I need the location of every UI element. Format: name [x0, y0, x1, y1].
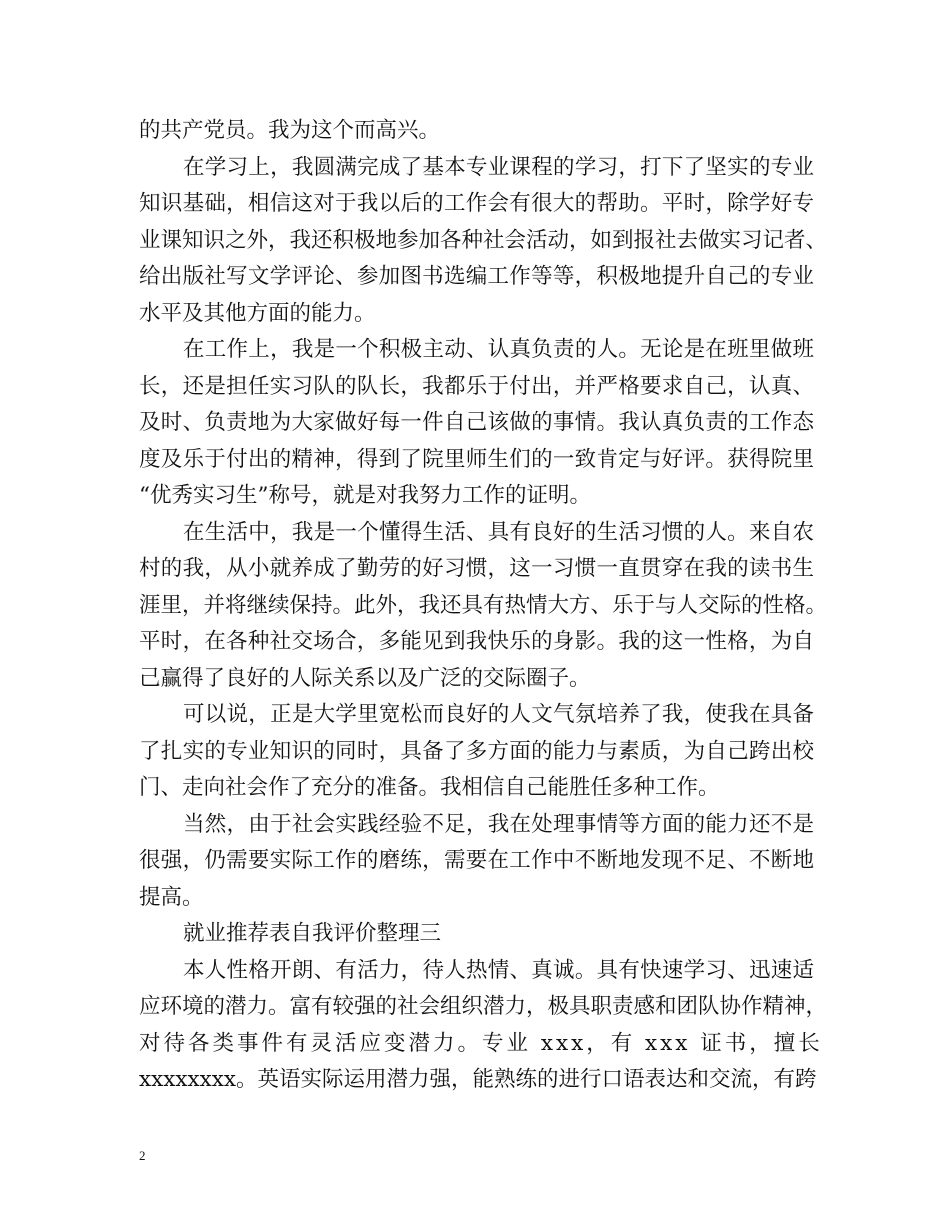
text-line: 度及乐于付出的精神，得到了院里师生们的一致肯定与好评。获得院里 [139, 446, 814, 472]
text-line: 给出版社写文学评论、参加图书选编工作等等，积极地提升自己的专业 [139, 264, 814, 289]
text-line: 在学习上，我圆满完成了基本专业课程的学习，打下了坚实的专业 [183, 154, 814, 180]
page-number: 2 [139, 1148, 146, 1163]
text-line: 提高。 [139, 884, 204, 910]
text-line: 平时，在各种社交场合，多能见到我快乐的身影。我的这一性格，为自 [139, 629, 814, 654]
text-line: 长，还是担任实习队的队长，我都乐于付出，并严格要求自己，认真、 [139, 373, 814, 399]
text-line: 门、走向社会作了充分的准备。我相信自己能胜任多种工作。 [139, 775, 720, 800]
text-line: 可以说，正是大学里宽松而良好的人文气氛培养了我，使我在具备 [183, 702, 814, 727]
section-heading: 就业推荐表自我评价整理三 [183, 921, 442, 946]
text-line: 涯里，并将继续保持。此外，我还具有热情大方、乐于与人交际的性格。 [139, 592, 828, 618]
text-line: “优秀实习生”称号，就是对我努力工作的证明。 [139, 483, 591, 508]
text-line: 己赢得了良好的人际关系以及广泛的交际圈子。 [139, 665, 591, 691]
text-line: 应环境的潜力。富有较强的社会组织潜力，极具职责感和团队协作精神， [139, 994, 828, 1019]
text-line: 的共产党员。我为这个而高兴。 [139, 118, 441, 143]
text-line: 本人性格开朗、有活力，待人热情、真诚。具有快速学习、迅速适 [183, 957, 814, 983]
text-line: 了扎实的专业知识的同时，具备了多方面的能力与素质，为自己跨出校 [139, 738, 814, 764]
text-line: 业课知识之外，我还积极地参加各种社会活动，如到报社去做实习记者、 [139, 227, 828, 253]
text-line: 当然，由于社会实践经验不足，我在处理事情等方面的能力还不是 [183, 811, 814, 837]
text-line: 水平及其他方面的能力。 [139, 300, 376, 326]
text-line: 知识基础，相信这对于我以后的工作会有很大的帮助。平时，除学好专 [139, 191, 814, 216]
text-line: 村的我，从小就养成了勤劳的好习惯，这一习惯一直贯穿在我的读书生 [139, 556, 814, 581]
text-line: xxxxxxxx。英语实际运用潜力强，能熟练的进行口语表达和交流，有跨 [139, 1067, 817, 1092]
text-line: 及时、负责地为大家做好每一件自己该做的事情。我认真负责的工作态 [139, 410, 814, 435]
document-body [139, 113, 828, 1099]
text-line: 在工作上，我是一个积极主动、认真负责的人。无论是在班里做班 [183, 337, 814, 362]
text-line: 在生活中，我是一个懂得生活、具有良好的生活习惯的人。来自农 [183, 519, 814, 545]
text-line: 对待各类事件有灵活应变潜力。专业 xxx，有 xxx 证书，擅长 [139, 1030, 823, 1056]
text-line: 很强，仍需要实际工作的磨练，需要在工作中不断地发现不足、不断地 [139, 848, 814, 873]
